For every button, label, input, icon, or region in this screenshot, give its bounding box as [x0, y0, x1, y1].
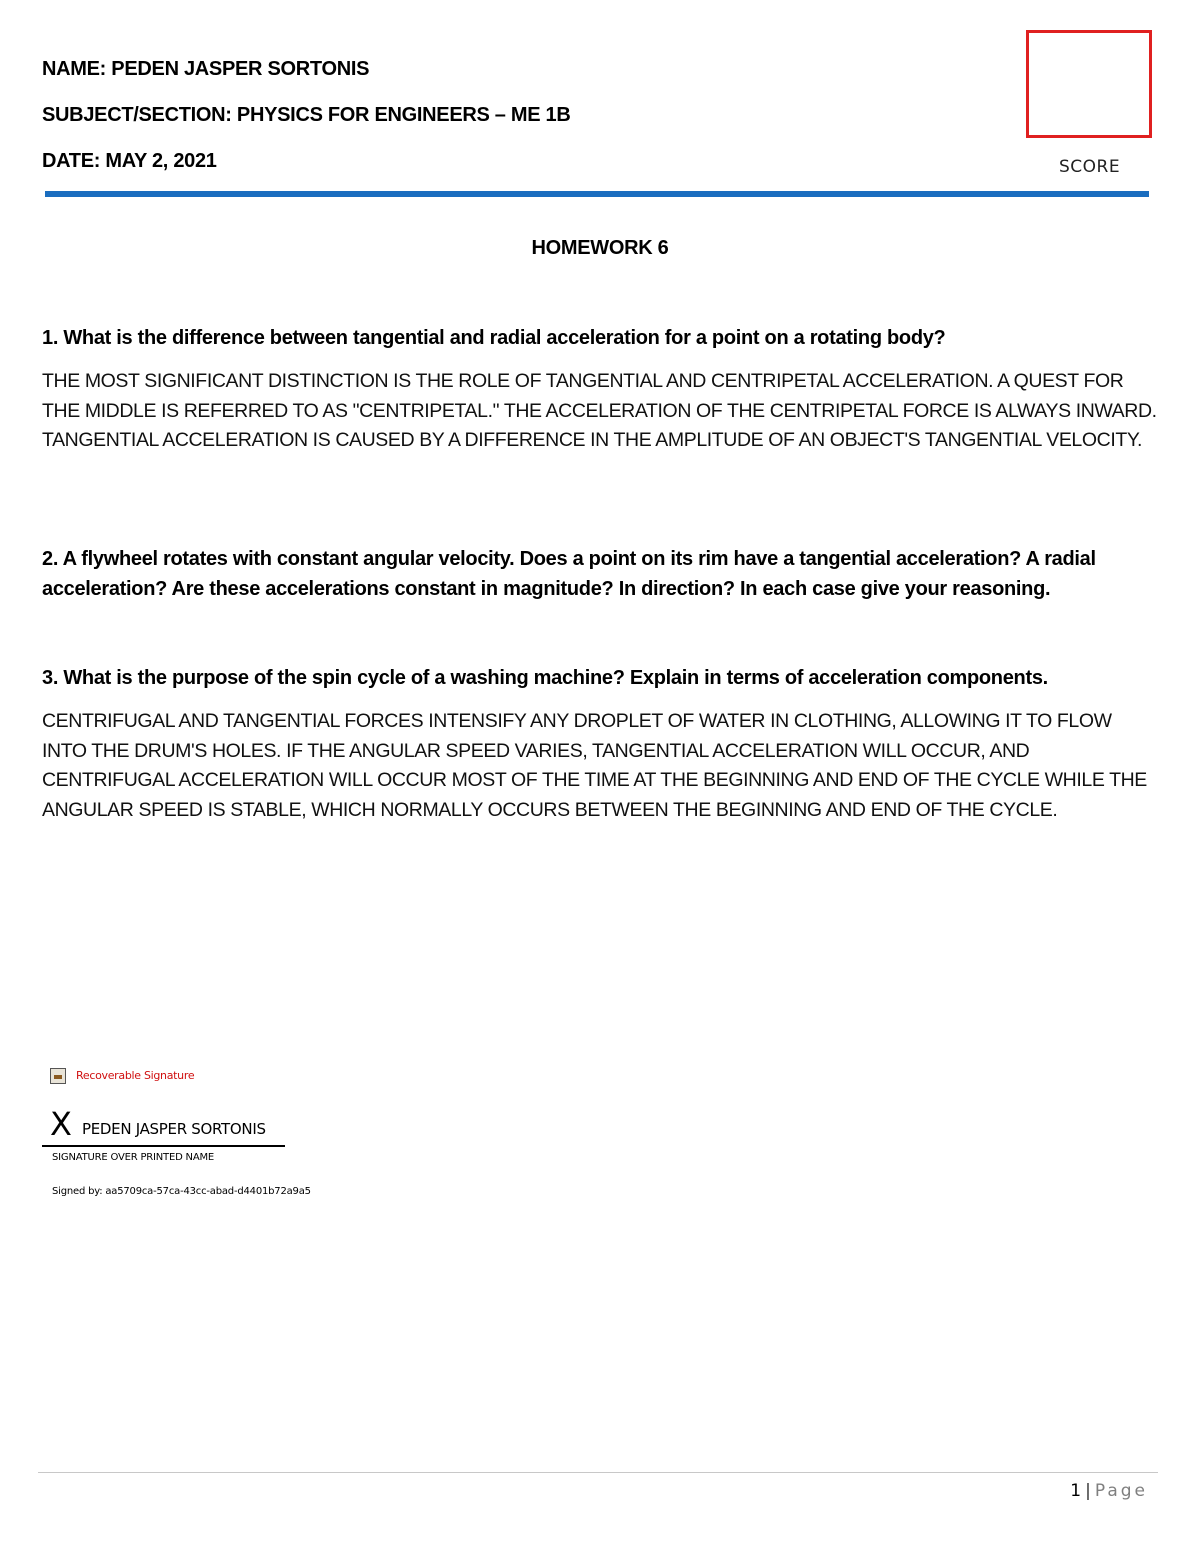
signature-caption: SIGNATURE OVER PRINTED NAME	[52, 1152, 215, 1163]
score-label: SCORE	[1059, 157, 1121, 177]
signature-printed-name: PEDEN JASPER SORTONIS	[82, 1120, 266, 1138]
recoverable-signature-label: Recoverable Signature	[76, 1069, 195, 1082]
page-label: Page	[1094, 1481, 1148, 1501]
subject-section: SUBJECT/SECTION: PHYSICS FOR ENGINEERS – ME 1B	[42, 104, 571, 126]
homework-title: HOMEWORK 6	[531, 237, 669, 259]
signed-by-id: Signed by: aa5709ca-57ca-43cc-abad-d4401b72a9a5	[52, 1186, 311, 1197]
page-number: 1	[1070, 1481, 1082, 1501]
signature-image-icon	[50, 1068, 66, 1084]
signature-line	[42, 1145, 285, 1147]
header-divider	[45, 191, 1149, 197]
footer-divider	[38, 1472, 1158, 1473]
question-1: 1. What is the difference between tangential and radial acceleration for a point on a rotating body?	[42, 327, 946, 349]
answer-3: CENTRIFUGAL AND TANGENTIAL FORCES INTENSIFY ANY DROPLET OF WATER IN CLOTHING, ALLOWING IT TO FLOW INTO THE DRUM'S HOLES. IF THE ANGULAR SPEED VARIES, TANGENTIAL ACCELERATION WILL OCCUR, AND CENTRIFUGAL ACCELERATION WILL OCCUR MOST OF THE TIME AT THE BEGINNING AND END OF THE CYCLE WHILE THE ANGULAR SPEED IS STABLE, WHICH NORMALLY OCCURS BETWEEN THE BEGINNING AND END OF THE CYCLE.	[42, 710, 1147, 821]
question-3: 3. What is the purpose of the spin cycle of a washing machine? Explain in terms of acceleration components.	[42, 667, 1048, 689]
student-name: NAME: PEDEN JASPER SORTONIS	[42, 58, 370, 80]
footer-separator: |	[1085, 1481, 1091, 1501]
answer-1: THE MOST SIGNIFICANT DISTINCTION IS THE ROLE OF TANGENTIAL AND CENTRIPETAL ACCELERATION. A QUEST FOR THE MIDDLE IS REFERRED TO AS "CENTRIPETAL." THE ACCELERATION OF THE CENTRIPETAL FORCE IS ALWAYS INWARD. TANGENTIAL ACCELERATION IS CAUSED BY A DIFFERENCE IN THE AMPLITUDE OF AN OBJECT'S TANGENTIAL VELOCITY.	[42, 370, 1157, 451]
signature-x-mark: X	[50, 1105, 72, 1143]
question-2: 2. A flywheel rotates with constant angular velocity. Does a point on its rim have a tangential acceleration? A radial acceleration? Are these accelerations constant in magnitude? In direction? In each case give your reasoning.	[42, 548, 1096, 600]
page-footer	[1070, 1481, 1148, 1501]
score-box	[1026, 30, 1152, 138]
date-line: DATE: MAY 2, 2021	[42, 150, 217, 172]
